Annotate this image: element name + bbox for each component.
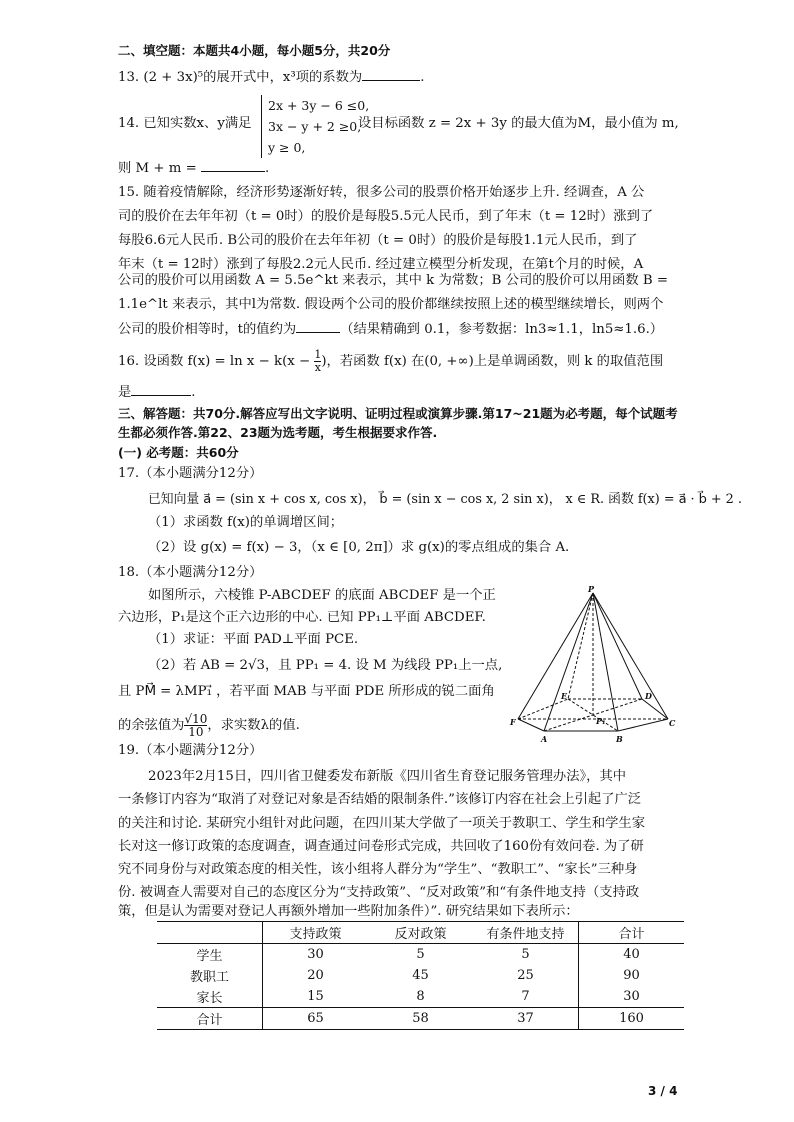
q15-hint: （结果精确到 0.1，参考数据：ln3≈1.1，ln5≈1.6.） [340,322,664,337]
question-19-line4: 长对这一修订政策的态度调查，调查通过问卷形式完成，共回收了160份有效问卷. 为了研 [118,839,644,854]
table-row [157,944,684,966]
inequality-1: 2x + 3y − 6 ≤0, [268,98,370,113]
table-cell: 65 [263,1008,369,1030]
question-18-part2: （2）若 AB = 2√3，且 PP₁ = 4. 设 M 为线段 PP₁上一点, [148,658,503,673]
table-header-cell: 合计 [579,922,685,944]
label-F: F [510,717,516,727]
question-19-line7: 策，但是认为需要对登记人再额外增加一些附加条件）”. 研究结果如下表所示： [118,904,579,919]
question-15-line6: 1.1e^lt 来表示，其中l为常数. 假设两个公司的股价都继续按照上述的模型继续增长，则两个 [118,297,664,312]
fraction-numerator: √10 [184,712,208,726]
table-row [157,965,684,986]
question-16-line2 [118,383,196,402]
table-cell: 5 [473,944,579,966]
q15-prompt: 公司的股价相等时，t的值约为 [118,322,297,337]
table-row [157,986,684,1008]
table-header-cell [157,922,263,944]
table-cell: 学生 [157,944,263,966]
q16-end: . [191,385,196,400]
fraction-denominator: x [314,361,321,374]
label-C: C [669,718,676,728]
table-cell: 45 [412,968,429,983]
question-18-title: 18.（本小题满分12分） [118,565,263,580]
label-P: P [588,585,595,594]
edge-BC [618,719,668,731]
question-18-line2: 六边形，P₁是这个正六边形的中心. 已知 PP₁⊥平面 ABCDEF. [118,610,486,625]
q14-end: . [264,161,270,176]
question-16-line1 [118,349,663,374]
section-heading-answers-2: 生都必须作答.第22、23题为选考题，考生根据要求作答. [118,425,438,440]
answer-blank [362,68,420,81]
question-19-line3: 的关注和讨论. 某研究小组针对此问题，在四川某大学做了一项关于教职工、学生和学生家 [118,816,646,831]
label-E: E [561,691,568,701]
question-19-line2: 一条修订内容为“取消了对登记对象是否结婚的限制条件.”该修订内容在社会上引起了广泛 [118,792,642,807]
question-17-line1: 已知向量 a⃗ = (sin x + cos x, cos x)， b⃗ = (sin x − cos x, 2 sin x)， x ∈ R. 函数 f(x) = a⃗ · b⃗ + 2 . [148,492,742,507]
question-19-line5: 究不同身份与对政策态度的相关性，该小组将人群分为“学生”、“教职工”、“家长”三种身 [118,862,638,877]
q16-function: 16. 设函数 f(x) = ln x − k(x − [118,354,315,369]
question-15-line2: 司的股价在去年年初（t = 0时）的股价是每股5.5元人民币，到了年末（t = 12时）涨到了 [118,209,654,224]
hexagonal-pyramid-figure [508,585,678,745]
table-cell: 15 [307,989,324,1004]
q18-text: ，求实数λ的值. [207,718,300,733]
question-15-line7 [118,320,663,339]
inequality-3: y ≥ 0, [268,140,306,155]
question-14-line2 [118,159,269,178]
question-17-part1: （1）求函数 f(x)的单调增区间； [148,515,344,530]
table-cell: 40 [623,947,640,962]
question-15-line1: 15. 随着疫情解除，经济形势逐渐好转，很多公司的股票价格开始逐步上升. 经调查，A 公 [118,185,645,200]
table-header-cell: 有条件地支持 [473,922,579,944]
q16-prompt: 是 [118,385,132,400]
question-13 [118,68,424,87]
q13-expression: (2 + 3x)⁵ [143,70,204,85]
question-14-line1: 14. 已知实数x、y满足 [118,116,252,131]
question-17-title: 17.（本小题满分12分） [118,466,263,481]
question-15-line3: 每股6.6元人民币. B公司的股价在去年年初（t = 0时）的股价是每股1.1元人民币，到了 [118,233,638,248]
hidden-edge-PE [568,593,593,699]
question-19-line6: 份. 被调查人需要对自己的态度区分为“支持政策”、“反对政策”和“有条件地支持（支持政 [118,885,640,900]
question-18-line1: 如图所示，六棱锥 P-ABCDEF 的底面 ABCDEF 是一个正 [148,588,496,603]
label-D: D [645,691,652,701]
table-cell: 合计 [157,1008,263,1030]
question-19-line1: 2023年2月15日，四川省卫健委发布新版《四川省生育登记服务管理办法》，其中 [148,769,627,784]
table-cell: 90 [623,968,640,983]
question-18-line5: 且 PM⃗ = λMP₁⃗ ，若平面 MAB 与平面 PDE 所形成的锐二面角 [118,684,495,699]
table-cell: 30 [307,947,324,962]
label-A: A [541,734,548,744]
table-cell: 20 [307,968,324,983]
table-cell: 160 [579,1008,685,1030]
table-cell: 25 [473,965,579,986]
inequality-system [261,95,369,158]
fraction-sqrt10-over-10 [184,713,207,738]
question-15-line4: 年末（t = 12时）涨到了每股2.2元人民币. 经过建立模型分析发现，在第t个月的时候，A [118,257,644,272]
table-cell: 8 [416,989,425,1004]
fraction-numerator: 1 [314,348,322,361]
question-18-line6 [118,713,300,738]
table-cell: 30 [623,989,640,1004]
label-P1: P₁ [596,716,606,726]
edge-FA [518,719,544,731]
page-number: 3 / 4 [648,1084,678,1098]
table-header-cell: 支持政策 [263,922,369,944]
label-B: B [616,734,623,744]
q13-number: 13. [118,70,144,85]
q16-text: )，若函数 f(x) 在(0, +∞)上是单调函数，则 k 的取值范围 [321,354,664,369]
table-total-row [157,1008,684,1030]
table-cell: 5 [416,947,425,962]
table-header-row [157,922,684,944]
hidden-edge-FE [518,699,568,719]
sub-heading-required: (一) 必考题：共60分 [118,445,239,460]
section-heading-fill-in: 二、填空题：本题共4小题，每小题5分，共20分 [118,43,391,58]
fraction-denominator: 10 [188,725,204,739]
question-14-objective: 设目标函数 z = 2x + 3y 的最大值为M，最小值为 m, [358,116,679,131]
answer-blank [296,320,340,333]
q13-text: 的展开式中，x³项的系数为 [203,70,363,85]
table-cell: 家长 [157,986,263,1008]
question-17-part2: （2）设 g(x) = f(x) − 3，（x ∈ [0, 2π]）求 g(x)的零点组成的集合 A. [148,540,570,555]
table-cell: 37 [473,1008,579,1030]
q18-prompt: 的余弦值为 [118,718,185,733]
table-header-cell: 反对政策 [368,922,473,944]
q13-end: . [420,70,425,85]
table-cell: 教职工 [157,965,263,986]
edge-PD [593,593,642,699]
section-heading-answers-1: 三、解答题：共70分.解答应写出文字说明、证明过程或演算步骤.第17~21题为必考题，每个试题考 [118,406,678,421]
inequality-2: 3x − y + 2 ≥0, [268,119,362,134]
answer-blank [131,383,191,396]
survey-table [157,921,684,1030]
question-18-part1: （1）求证：平面 PAD⊥平面 PCE. [148,632,359,647]
q14-answer-prompt: 则 M + m = [118,161,197,176]
table-cell: 7 [473,986,579,1008]
edge-CD [642,699,668,719]
question-19-title: 19.（本小题满分12分） [118,743,263,758]
question-15-line5: 公司的股价可以用函数 A = 5.5e^kt 来表示，其中 k 为常数；B 公司的股价可以用函数 B = [118,273,668,288]
answer-blank [201,159,265,172]
table-cell: 58 [368,1008,473,1030]
